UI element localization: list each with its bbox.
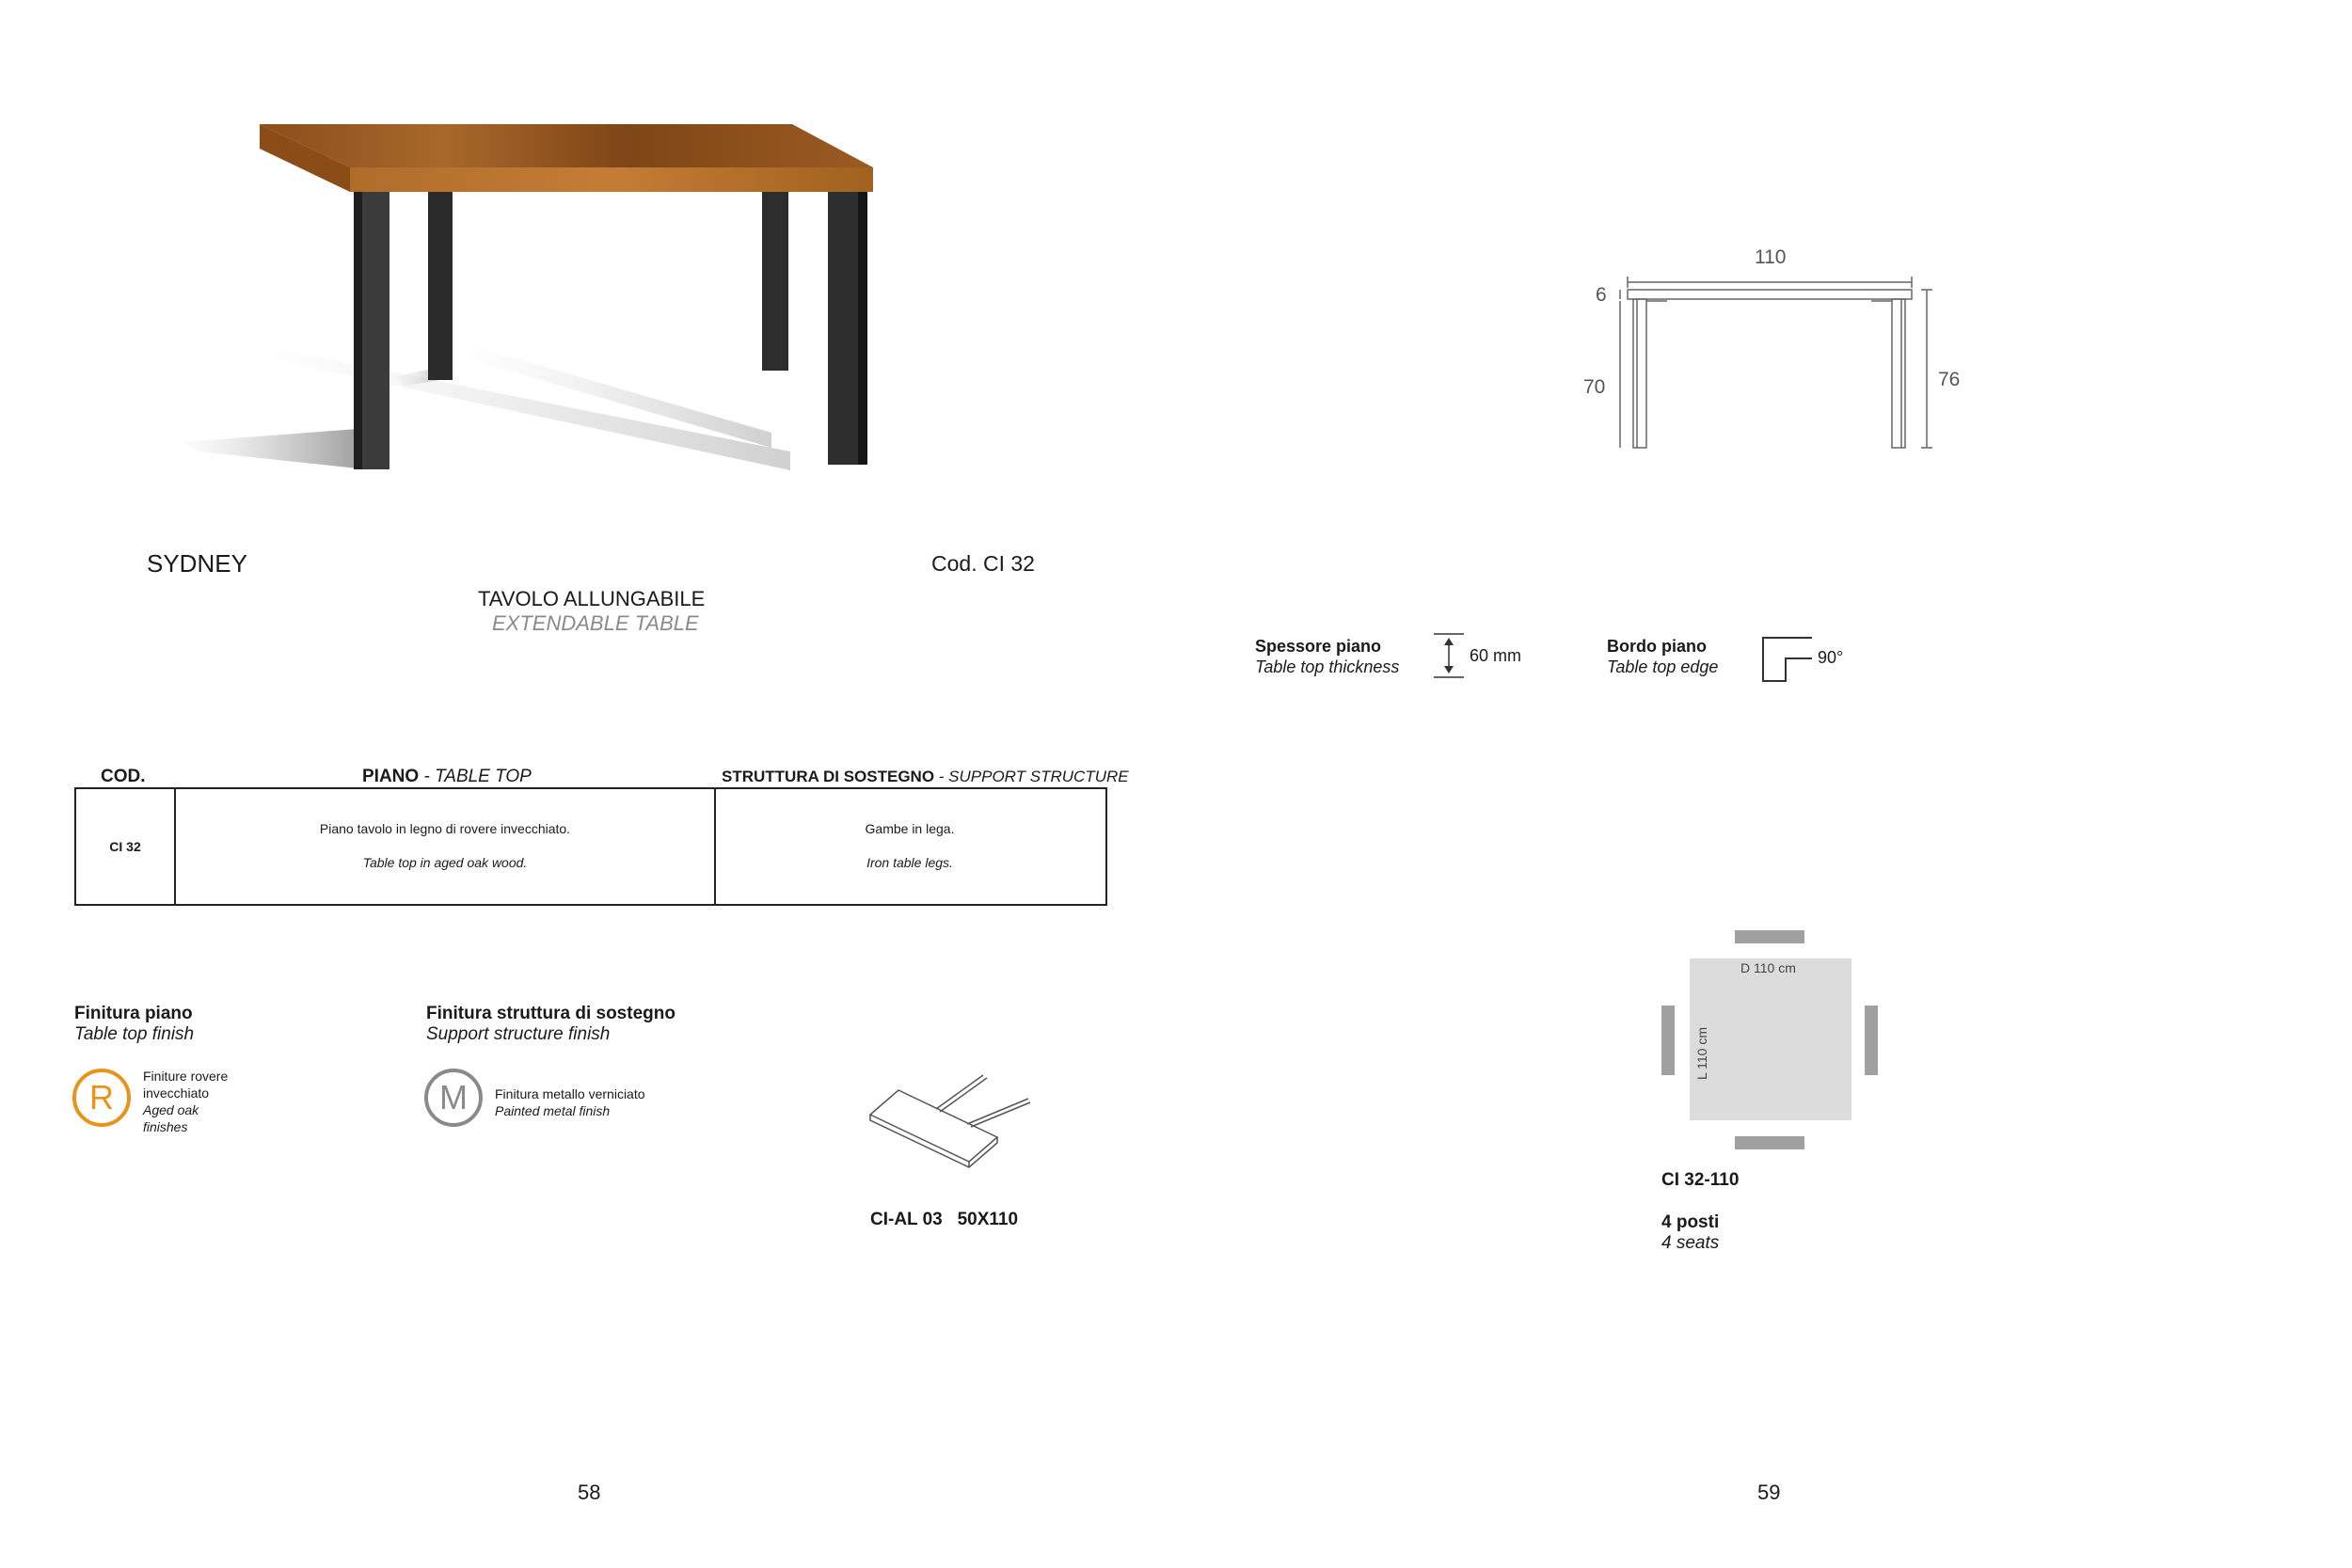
thickness-label-en: Table top thickness (1255, 657, 1400, 676)
table-header-structure-en: - SUPPORT STRUCTURE (938, 768, 1129, 785)
finish-structure-subtitle: Support structure finish (426, 1024, 611, 1044)
seat-left (1661, 1006, 1675, 1075)
edge-value: 90° (1818, 648, 1844, 667)
edge-label-it: Bordo piano (1607, 637, 1707, 656)
page-number-right: 59 (1757, 1481, 1781, 1504)
extension-code (870, 1210, 1018, 1230)
table-header-code: COD. (101, 767, 146, 786)
row-structure-it: Gambe in lega. (865, 821, 955, 836)
seat-right (1865, 1006, 1878, 1075)
edge-profile-icon (1757, 632, 1816, 685)
table-product-photo (169, 113, 903, 489)
subtitle-en: EXTENDABLE TABLE (492, 611, 699, 635)
row-structure-en: Iron table legs. (866, 855, 953, 870)
seat-top (1735, 930, 1804, 943)
finish-top-title: Finitura piano (74, 1004, 193, 1023)
layout-seats-it: 4 posti (1661, 1212, 1720, 1232)
extension-code-value: CI-AL 03 (870, 1210, 943, 1229)
finish-structure-title: Finitura struttura di sostegno (426, 1004, 675, 1023)
layout-seats-en: 4 seats (1661, 1233, 1720, 1253)
thickness-arrow-icon (1430, 630, 1468, 681)
finish-top-desc (143, 1068, 228, 1135)
row-top-en: Table top in aged oak wood. (362, 855, 528, 870)
table-header-top-it: PIANO (362, 767, 420, 786)
finish-structure-desc (495, 1085, 645, 1119)
row-top-it: Piano tavolo in legno di rovere invecchiato. (319, 821, 571, 836)
finish-top-badge (72, 1069, 131, 1127)
edge-label-en: Table top edge (1607, 657, 1719, 676)
thickness-value: 60 mm (1470, 646, 1522, 665)
thickness-label-it: Spessore piano (1255, 637, 1382, 656)
product-code: Cod. CI 32 (931, 551, 1035, 576)
finish-top-desc-en-1: Aged oak (143, 1102, 199, 1117)
dim-width: 110 (1755, 246, 1787, 268)
table-header-top (362, 767, 532, 787)
table-top-shape (1690, 958, 1851, 1120)
technical-drawing (1581, 263, 1938, 480)
dim-total-height: 76 (1938, 369, 1961, 390)
extension-leaf-drawing (861, 1068, 1040, 1171)
table-header-structure (722, 768, 1129, 786)
dim-top-thickness: 6 (1596, 284, 1607, 306)
table-divider (174, 789, 176, 904)
page-number-left: 58 (578, 1481, 601, 1504)
table-divider (714, 789, 716, 904)
extension-size-value: 50X110 (957, 1210, 1019, 1229)
finish-top-desc-it-1: Finiture rovere (143, 1069, 229, 1084)
layout-length: L 110 cm (1694, 1026, 1709, 1081)
finish-top-desc-en-2: finishes (143, 1119, 188, 1134)
table-header-top-en: - TABLE TOP (423, 767, 532, 786)
product-name: SYDNEY (147, 549, 247, 578)
spec-table (74, 787, 1107, 906)
seat-bottom (1735, 1136, 1804, 1149)
table-header-structure-it: STRUTTURA DI SOSTEGNO (722, 768, 935, 785)
finish-structure-badge (424, 1069, 483, 1127)
dim-leg-height: 70 (1583, 376, 1606, 398)
layout-code: CI 32-110 (1661, 1170, 1740, 1190)
finish-top-badge-letter: R (89, 1078, 114, 1117)
finish-top-desc-it-2: invecchiato (143, 1085, 210, 1101)
row-code: CI 32 (109, 839, 141, 854)
finish-structure-badge-letter: M (439, 1078, 468, 1117)
layout-depth: D 110 cm (1740, 960, 1796, 975)
finish-structure-desc-it: Finitura metallo verniciato (495, 1086, 645, 1101)
subtitle-it: TAVOLO ALLUNGABILE (478, 587, 706, 610)
finish-structure-desc-en: Painted metal finish (495, 1103, 611, 1118)
finish-top-subtitle: Table top finish (74, 1024, 195, 1044)
